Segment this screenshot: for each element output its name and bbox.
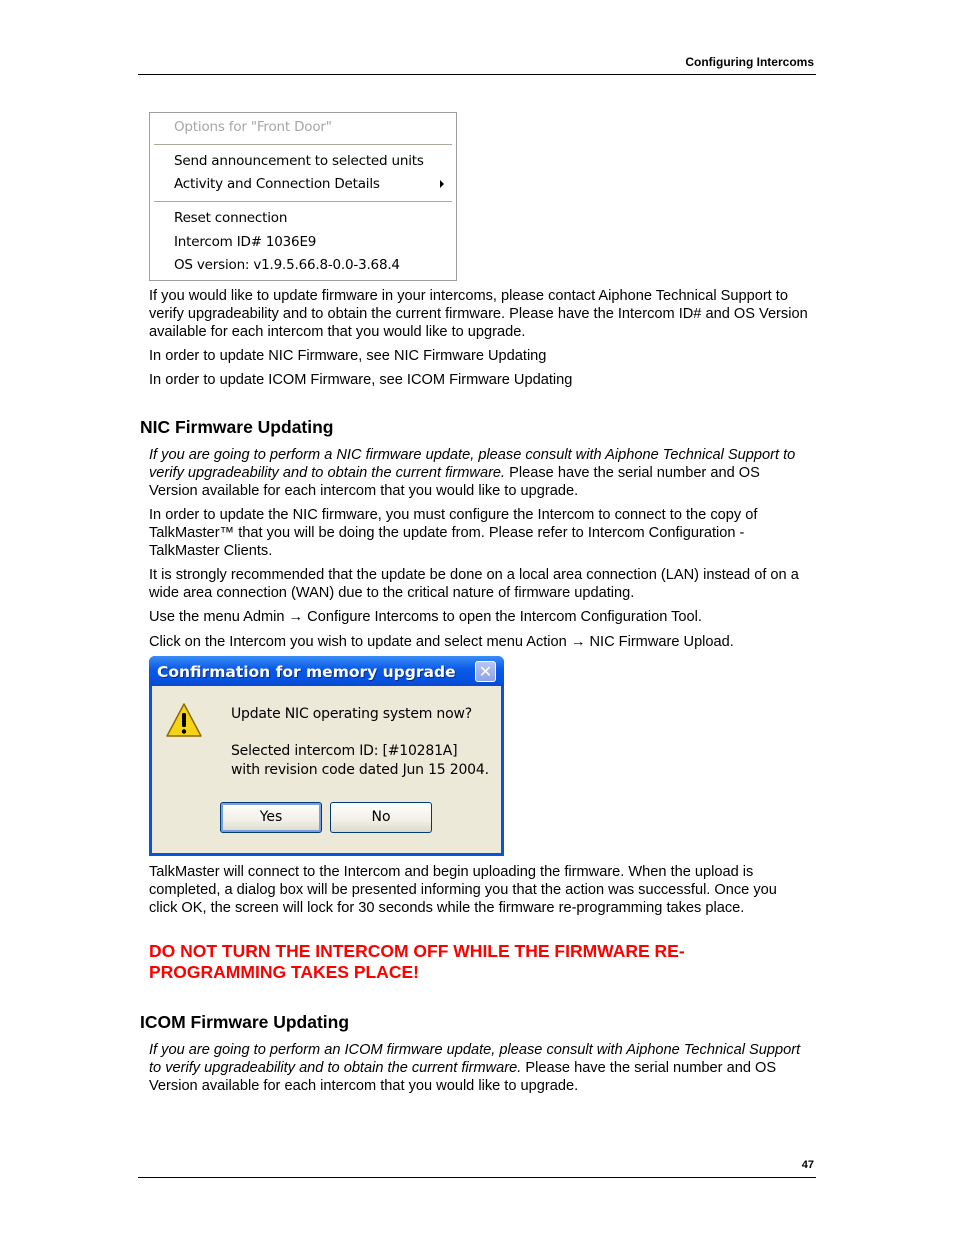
context-menu bbox=[149, 112, 457, 281]
nic-normal-text: Please have the serial number and OS Version available for each intercom that you would like to upgrade. bbox=[149, 465, 760, 499]
confirmation-dialog bbox=[149, 656, 504, 856]
icom-normal-text: Please have the serial number and OS Version available for each intercom that you would like to upgrade. bbox=[149, 1060, 777, 1094]
yes-button[interactable]: Yes bbox=[220, 802, 322, 833]
icom-paragraph-1 bbox=[149, 1041, 809, 1095]
warning-icon bbox=[165, 702, 203, 740]
no-button[interactable]: No bbox=[330, 802, 432, 833]
intro-paragraph: If you would like to update firmware in your intercoms, please contact Aiphone Technical Support to verify upgradeability and to obtain the current firmware. Please have the Intercom ID# and OS Version available for each intercom that you would like to upgrade. bbox=[149, 288, 808, 340]
dialog-title: Confirmation for memory upgrade bbox=[157, 663, 456, 681]
menu-item-os-version[interactable]: OS version: v1.9.5.66.8-0.0-3.68.4 bbox=[174, 257, 400, 273]
nic-paragraph-4: Use the menu Admin → Configure Intercoms to open the Intercom Configuration Tool. bbox=[149, 609, 702, 625]
nic-italic-text: If you are going to perform a NIC firmware update, please consult with Aiphone Technical Support to verify upgradeability and to obtain the current firmware. bbox=[149, 447, 796, 481]
dialog-selected-id: Selected intercom ID: [#10281A] bbox=[231, 743, 458, 759]
footer-rule bbox=[138, 1177, 816, 1178]
nic-paragraph-3: It is strongly recommended that the update be done on a local area connection (LAN) instead of on a wide area connection (WAN) due to the critical nature of firmware updating. bbox=[149, 567, 799, 601]
warning-text: DO NOT TURN THE INTERCOM OFF WHILE THE FIRMWARE RE-PROGRAMMING TAKES PLACE! bbox=[149, 941, 685, 982]
menu-item-reset-connection[interactable]: Reset connection bbox=[174, 210, 288, 226]
nic-paragraph-1 bbox=[149, 446, 809, 500]
nic-paragraph-6: TalkMaster will connect to the Intercom and begin uploading the firmware. When the upload is completed, a dialog box will be presented informing you that the action was successful. Once you click OK, the screen will lock for 30 seconds while the firmware re-programming takes place. bbox=[149, 864, 777, 916]
submenu-arrow-icon bbox=[440, 180, 444, 188]
menu-item-options[interactable]: Options for "Front Door" bbox=[174, 119, 332, 135]
menu-item-activity-details[interactable]: Activity and Connection Details bbox=[174, 176, 380, 192]
nic-paragraph-5: Click on the Intercom you wish to update and select menu Action → NIC Firmware Upload. bbox=[149, 634, 734, 650]
close-icon[interactable]: ✕ bbox=[475, 661, 496, 682]
intro-nic-link-text: In order to update NIC Firmware, see NIC Firmware Updating bbox=[149, 348, 547, 364]
menu-item-send-announcement[interactable]: Send announcement to selected units bbox=[174, 153, 424, 169]
dialog-title-bar[interactable] bbox=[149, 656, 504, 686]
header-rule bbox=[138, 74, 816, 75]
menu-separator bbox=[154, 201, 452, 202]
menu-separator bbox=[154, 144, 452, 145]
nic-paragraph-2: In order to update the NIC firmware, you must configure the Intercom to connect to the copy of TalkMaster™ that you will be doing the update from. Please refer to Intercom Configuration - TalkMaster Clients. bbox=[149, 507, 758, 559]
menu-item-intercom-id[interactable]: Intercom ID# 1036E9 bbox=[174, 234, 317, 250]
icom-heading: ICOM Firmware Updating bbox=[140, 1012, 350, 1032]
dialog-body bbox=[152, 686, 501, 853]
dialog-revision-code: with revision code dated Jun 15 2004. bbox=[231, 762, 489, 778]
dialog-question: Update NIC operating system now? bbox=[231, 706, 472, 722]
intro-icom-link-text: In order to update ICOM Firmware, see ICOM Firmware Updating bbox=[149, 372, 573, 388]
icom-italic-text: If you are going to perform an ICOM firmware update, please consult with Aiphone Technical Support to verify upgradeability and to obtain the current firmware. bbox=[149, 1042, 801, 1076]
nic-heading: NIC Firmware Updating bbox=[140, 417, 334, 437]
page-number: 47 bbox=[801, 1159, 814, 1171]
running-header: Configuring Intercoms bbox=[685, 55, 814, 69]
